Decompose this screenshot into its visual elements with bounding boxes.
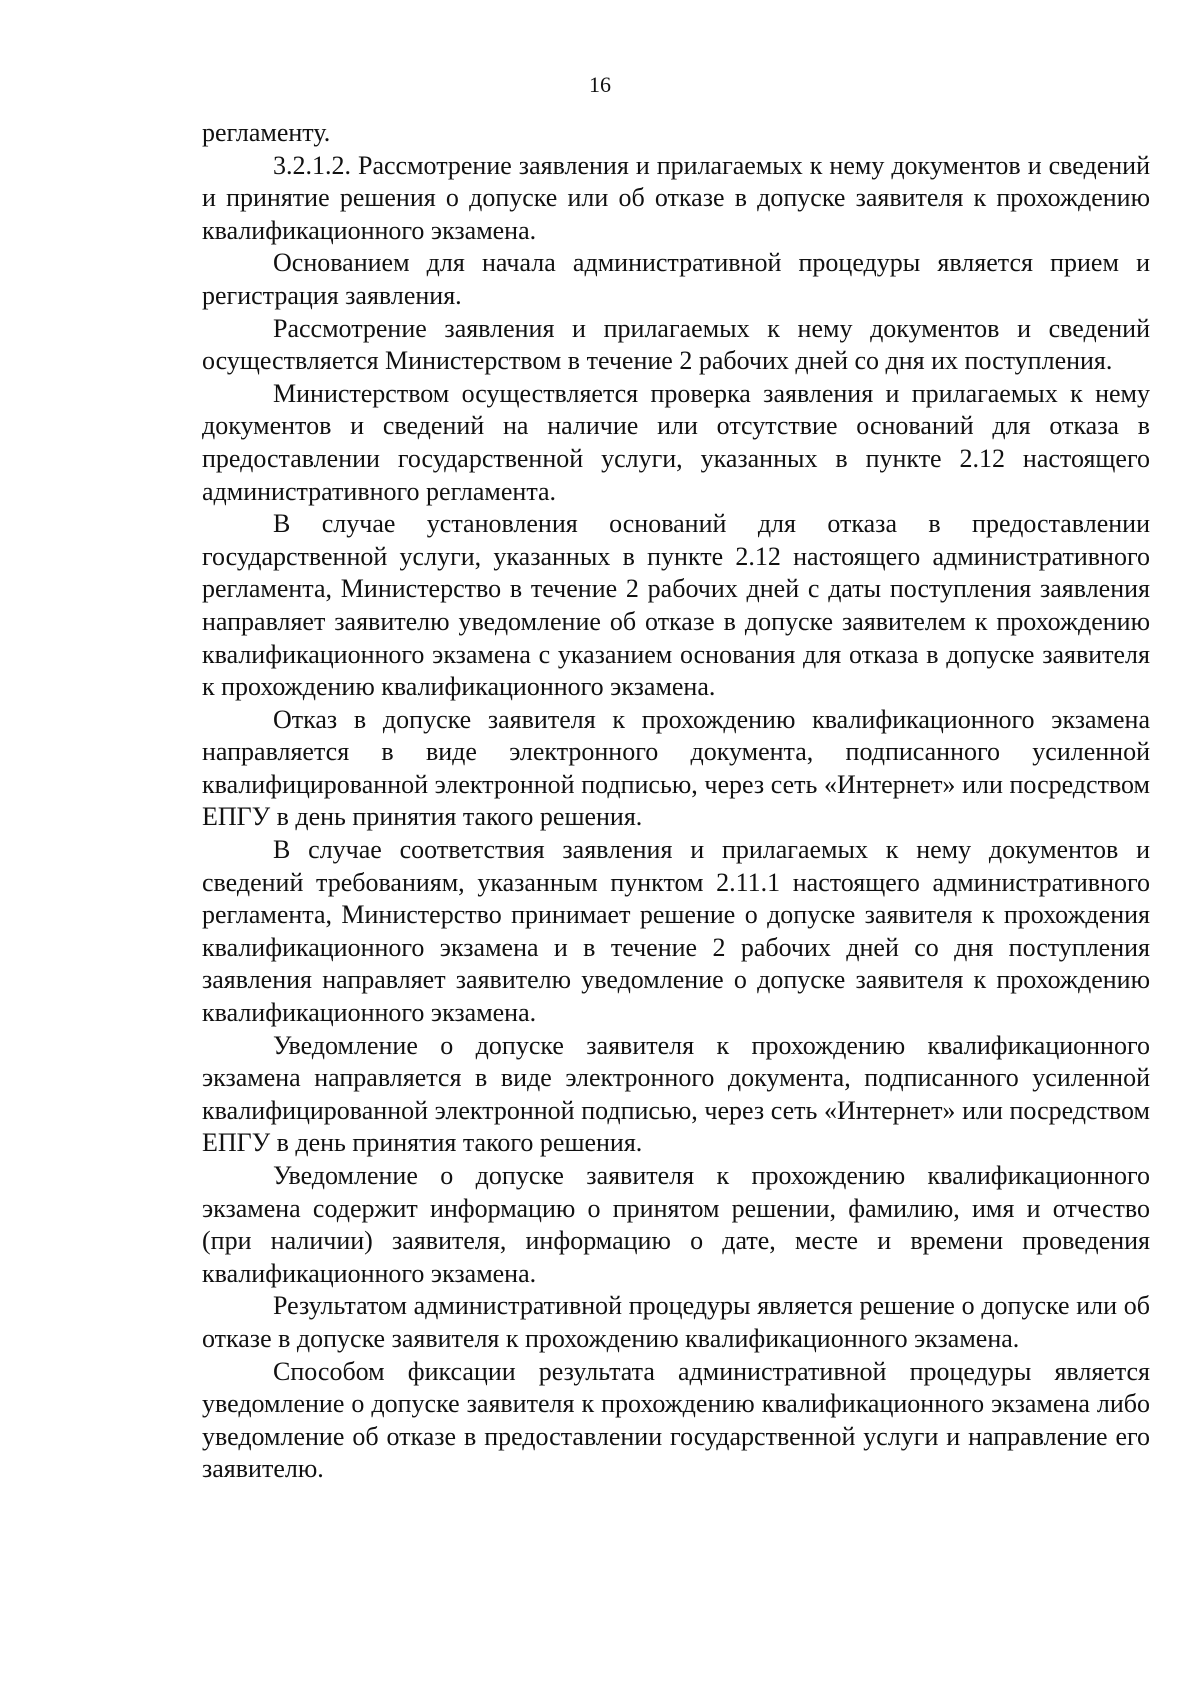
paragraph-review-term: Рассмотрение заявления и прилагаемых к нему документов и сведений осуществляется Министерством в течение 2 рабочих дней со дня их поступления. — [202, 313, 1150, 376]
paragraph-verification: Министерством осуществляется проверка заявления и прилагаемых к нему документов и сведений на наличие или отсутствие оснований для отказа в предоставлении государственной услуги, указанных в пункте 2.12 настоящего административного регламента. — [202, 378, 1150, 506]
paragraph-admission-decision: В случае соответствия заявления и прилагаемых к нему документов и сведений требованиям, указанным пунктом 2.11.1 настоящего административного регламента, Министерство принимает решение о допуске заявителя к прохождения квалификационного экзамена и в течение 2 рабочих дней со дня поступления заявления направляет заявителю уведомление о допуске заявителя к прохождению квалификационного экзамена. — [202, 835, 1150, 1028]
paragraph-procedure-result: Результатом административной процедуры является решение о допуске или об отказе в допуске заявителя к прохождению квалификационного экзамена. — [202, 1291, 1150, 1353]
paragraph-refusal-delivery: Отказ в допуске заявителя к прохождению квалификационного экзамена направляется в виде электронного документа, подписанного усиленной квалифицированной электронной подписью, через сеть «Интернет» или посредством ЕПГУ в день принятия такого решения. — [202, 704, 1150, 832]
document-body — [202, 117, 1150, 1486]
paragraph-notice-contents: Уведомление о допуске заявителя к прохождению квалификационного экзамена содержит информацию о принятом решении, фамилию, имя и отчество (при наличии) заявителя, информацию о дате, месте и времени проведения квалификационного экзамена. — [202, 1161, 1150, 1288]
page-number: 16 — [589, 72, 611, 97]
paragraph-basis: Основанием для начала административной процедуры является прием и регистрация заявления. — [202, 248, 1150, 310]
paragraph-refusal-grounds: В случае установления оснований для отказа в предоставлении государственной услуги, указанных в пункте 2.12 настоящего административного регламента, Министерство в течение 2 рабочих дней с даты поступления заявления направляет заявителю уведомление об отказе в допуске заявителем к прохождению квалификационного экзамена с указанием основания для отказа в допуске заявителя к прохождению квалификационного экзамена. — [202, 509, 1150, 702]
paragraph-admission-delivery: Уведомление о допуске заявителя к прохождению квалификационного экзамена направляется в виде электронного документа, подписанного усиленной квалифицированной электронной подписью, через сеть «Интернет» или посредством ЕПГУ в день принятия такого решения. — [202, 1030, 1150, 1158]
paragraph-continuation: регламенту. — [202, 118, 331, 147]
paragraph-section-3-2-1-2: 3.2.1.2. Рассмотрение заявления и прилагаемых к нему документов и сведений и принятие решения о допуске или об отказе в допуске заявителя к прохождению квалификационного экзамена. — [202, 150, 1150, 245]
paragraph-result-recording: Способом фиксации результата административной процедуры является уведомление о допуске заявителя к прохождению квалификационного экзамена либо уведомление об отказе в предоставлении государственной услуги и направление его заявителю. — [202, 1356, 1150, 1484]
